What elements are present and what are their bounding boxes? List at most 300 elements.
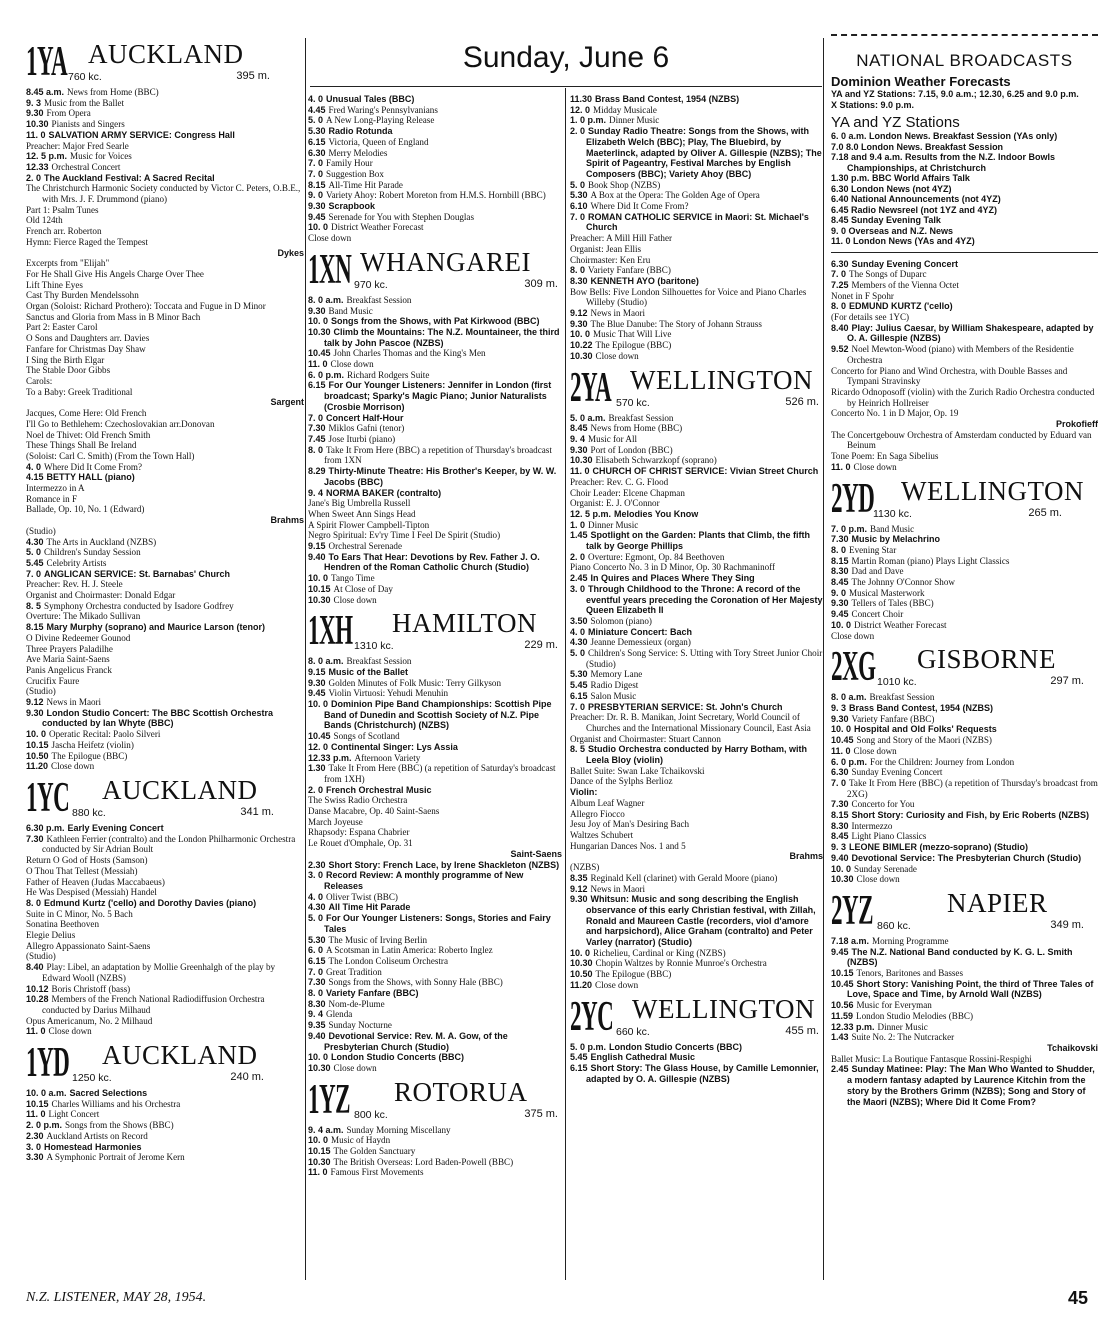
programme-title: Noel Mewton-Wood (piano) with Members of the Residentie Orchestra: [847, 344, 1074, 365]
programme-row: [26, 408, 304, 419]
programme-time: 10.15: [308, 583, 331, 594]
programme-title: When Sweet Ann Sings Head: [308, 508, 416, 519]
programme-list: [570, 94, 823, 362]
programme-row: [26, 569, 304, 580]
programme-row: [308, 584, 562, 595]
programme-title: Breakfast Session: [346, 294, 412, 305]
programme-time: 9.40: [308, 551, 326, 562]
programme-time: 10. 0: [570, 947, 591, 958]
programme-row: [26, 611, 304, 622]
programme-title: Merry Melodies: [328, 147, 388, 158]
programme-title: Salon Music: [590, 690, 637, 701]
programme-title: Dad and Dave: [851, 566, 904, 577]
station-frequency: 880 kc.: [72, 807, 106, 819]
programme-time: 9.40: [308, 1030, 326, 1041]
programme-title: Martin Roman (piano) Plays Light Classics: [851, 555, 1010, 566]
national-line: 7.18 and 9.4 a.m. Results from the N.Z. Indoor Bowls Championships, at Christchurch: [831, 152, 1056, 173]
station-frequency: 1010 kc.: [877, 676, 917, 689]
station-header: [308, 609, 562, 654]
programme-time: 5.45: [570, 1052, 588, 1063]
programme-title: Sonatina Beethoven: [26, 919, 99, 930]
programme-time: 10. 0: [308, 1135, 329, 1146]
programme-title: Ballet Music: La Boutique Fantasque Rossini-Respighi: [831, 1053, 1032, 1064]
programme-time: 8. 0: [831, 301, 847, 312]
programme-row: [26, 930, 304, 941]
programme-title: (Studio): [26, 686, 56, 697]
station-callsign: 1YC: [26, 775, 70, 821]
programme-row: [831, 874, 1098, 885]
programme-time: 12.33 p.m.: [308, 752, 352, 763]
programme-title: Concert Choir: [851, 609, 904, 620]
programme-row: [308, 488, 562, 499]
programme-row: [831, 577, 1098, 588]
programme-time: 6.15: [308, 955, 326, 966]
programme-title: Orchestral Serenade: [328, 541, 403, 552]
programme-row: [831, 1022, 1098, 1033]
programme-title: Music for All: [588, 433, 638, 444]
programme-title: Songs from the Shows, with Pat Kirkwood (BBC): [331, 316, 540, 327]
programme-time: 7. 0: [308, 412, 324, 423]
programme-row: [308, 541, 562, 552]
programme-title: Celebrity Artists: [46, 557, 107, 568]
programme-time: 10.30: [308, 594, 331, 605]
programme-title: Devotional Service: The Presbyterian Church (Studio): [851, 852, 1082, 863]
programme-list: [308, 656, 562, 1073]
programme-time: 9. 4: [308, 487, 324, 498]
programme-row: [570, 244, 823, 255]
programme-row: [26, 941, 304, 952]
programme-row: [308, 466, 562, 487]
programme-row: [308, 423, 562, 434]
programme-row: [26, 130, 304, 141]
programme-title: ANGLICAN SERVICE: St. Barnabas' Church: [44, 568, 231, 579]
programme-row: [831, 968, 1098, 979]
programme-row: [308, 359, 562, 370]
programme-title: Lift Thine Eyes: [26, 279, 83, 290]
programme-title: The Christchurch Harmonic Society conducted by Victor C. Peters, O.B.E., with Mrs. J. F. Drummond (piano): [26, 183, 301, 205]
programme-time: 5.30: [570, 190, 588, 201]
programme-time: 4. 0: [308, 94, 324, 104]
programme-title: Ballade, Op. 10, No. 1 (Edward): [26, 504, 145, 515]
programme-row: [26, 1026, 304, 1037]
programme-time: 3. 0: [308, 870, 324, 881]
programme-title: Overture: The Mikado Sullivan: [26, 611, 141, 622]
programme-row: [26, 248, 304, 259]
programme-list: [308, 295, 562, 605]
programme-title: The Auckland Festival: A Sacred Recital: [44, 172, 215, 183]
programme-title: Concerto No. 1 in D Major, Op. 19: [831, 408, 959, 419]
programme-time: 11.20: [26, 761, 49, 772]
programme-title: Variety Ahoy: Robert Moreton from H.M.S. Hornbill (BBC): [326, 190, 546, 201]
programme-time: 5. 0 a.m.: [570, 412, 606, 423]
programme-title: Organist and Choirmaster: Donald Edgar: [26, 590, 176, 601]
programme-time: 10. 0: [308, 573, 329, 584]
programme-row: [26, 376, 304, 387]
programme-row: [308, 445, 562, 466]
programme-title: Waltzes Schubert: [570, 830, 634, 840]
programme-time: 11. 0: [570, 466, 590, 477]
programme-row: [308, 158, 562, 169]
programme-time: 7. 0: [831, 777, 847, 788]
programme-row: [308, 699, 562, 731]
programme-title: Concert Half-Hour: [326, 412, 404, 423]
programme-title: Sanctus and Gloria from Mass in B Minor Bach: [26, 311, 201, 322]
programme-time: 11. 0: [831, 461, 851, 472]
programme-row: [831, 566, 1098, 577]
programme-title: Breakfast Session: [608, 412, 674, 423]
programme-time: 9.30: [308, 201, 326, 212]
programme-time: 2. 0: [570, 551, 586, 562]
programme-title: Dominion Pipe Band Championships: Scottish Pipe Band of Dunedin and Scottish Society of N.Z. Pipe Bands (Christchurch) (NZBS): [324, 699, 552, 731]
programme-title: The Stable Door Gibbs: [26, 365, 111, 376]
programme-title: Ricardo Odnoposoff (violin) with the Zurich Radio Orchestra conducted by Heinrich Hollreiser: [831, 386, 1095, 408]
station-header: [26, 776, 304, 821]
station-wavelength: 375 m.: [524, 1107, 558, 1120]
programme-title: Brass Band Contest, 1954 (NZBS): [595, 94, 740, 104]
ya-yz-heading: YA and YZ Stations: [831, 114, 960, 131]
programme-title: Radio Digest: [590, 680, 639, 691]
programme-row: [26, 333, 304, 344]
programme-time: 9.30: [308, 305, 326, 316]
station-header: [831, 645, 1098, 690]
programme-time: 9.30: [570, 444, 588, 455]
programme-row: [831, 767, 1098, 778]
station-city: AUCKLAND: [102, 1040, 258, 1071]
programme-row: [26, 355, 304, 366]
station-frequency: 760 kc.: [68, 71, 102, 83]
programme-row: [570, 265, 823, 276]
programme-time: 10.45: [308, 731, 331, 742]
programme-row: [26, 558, 304, 569]
programme-row: [831, 724, 1098, 735]
programme-row: [570, 115, 823, 126]
programme-title: ROMAN CATHOLIC SERVICE in Maori: St. Michael's Church: [586, 211, 809, 233]
programme-time: 8. 0: [570, 265, 586, 276]
programme-row: [570, 445, 823, 456]
programme-time: 9.45: [308, 688, 326, 699]
programme-time: 9. 3: [831, 703, 847, 713]
programme-row: [26, 601, 304, 612]
programme-title: London Studio Concert: The BBC Scottish Orchestra conducted by Ian Whyte (BBC): [42, 707, 274, 729]
programme-row: [26, 108, 304, 119]
programme-title: The Blue Danube: The Story of Johann Strauss: [590, 318, 762, 329]
programme-title: Concerto for You: [851, 799, 915, 810]
programme-title: Close down: [333, 1062, 377, 1073]
programme-row: [26, 622, 304, 633]
programme-title: The N.Z. National Band conducted by K. G. L. Smith (NZBS): [847, 946, 1073, 968]
programme-title: KENNETH AYO (baritone): [590, 275, 699, 286]
programme-title: All-Time Hit Parade: [328, 179, 403, 190]
programme-time: 4.15: [26, 472, 44, 483]
programme-time: 10. 0: [570, 329, 591, 340]
programme-title: Preacher: A Mill Hill Father: [570, 233, 673, 244]
programme-row: [308, 678, 562, 689]
programme-row: [308, 806, 562, 817]
programme-time: 10.30: [26, 119, 49, 130]
programme-time: 1.45: [570, 530, 588, 541]
programme-time: 3. 0: [26, 1141, 42, 1152]
programme-title: Breakfast Session: [869, 692, 935, 703]
programme-row: [570, 948, 823, 959]
programme-time: 10.12: [26, 983, 49, 994]
programme-row: [308, 115, 562, 126]
programme-row: [26, 1109, 304, 1120]
programme-title: Kathleen Ferrier (contralto) and the London Philharmonic Orchestra conducted by Sir Adrian Boult: [42, 833, 296, 855]
programme-title: Take It From Here (BBC) a repetition of Thursday's broadcast from 1XN: [324, 444, 552, 466]
programme-row: [570, 562, 823, 573]
programme-title: A Scotsman in Latin America: Roberto Inglez: [326, 945, 493, 956]
programme-row: [26, 547, 304, 558]
programme-list: [831, 936, 1098, 1107]
programme-row: [308, 795, 562, 806]
programme-title: Intermezzo in A: [26, 483, 85, 494]
programme-row: [831, 545, 1098, 556]
programme-row: [26, 183, 304, 204]
programme-title: Brahms: [270, 515, 304, 526]
programme-title: Three Prayers Paladilhe: [26, 643, 113, 654]
programme-time: 9.15: [308, 666, 326, 677]
programme-time: 5. 0: [308, 913, 324, 924]
programme-row: [831, 598, 1098, 609]
station-wavelength: 526 m.: [785, 395, 819, 408]
programme-row: [308, 988, 562, 999]
programme-time: 10.30: [308, 1156, 331, 1167]
programme-time: 8.15: [308, 179, 326, 190]
station-city: WHANGAREI: [360, 246, 531, 277]
programme-title: Children's Song Service: S. Utting with Tory Street Junior Choir (Studio): [586, 648, 823, 669]
station-callsign: 2XG: [831, 644, 876, 691]
programme-title: Children's Sunday Session: [44, 547, 141, 558]
programme-row: [831, 778, 1098, 799]
programme-title: Oliver Twist (BBC): [326, 891, 398, 902]
programme-title: Allegro Appassionato Saint-Saens: [26, 940, 151, 951]
programme-row: [26, 269, 304, 280]
programme-time: 5.45: [570, 680, 588, 691]
programme-row: [308, 148, 562, 159]
station-header: [570, 366, 823, 411]
programme-title: Choirmaster: Ken Eru: [570, 254, 651, 265]
programme-title: Overture: Egmont, Op. 84 Beethoven: [588, 551, 725, 562]
programme-time: 4.30: [570, 637, 588, 648]
weather-line: X Stations: 9.0 p.m.: [831, 99, 915, 110]
programme-time: 6.30: [308, 147, 326, 158]
station-callsign: 1XN: [308, 246, 352, 293]
programme-title: Jeanne Demessieux (organ): [590, 637, 691, 648]
programme-row: [570, 520, 823, 531]
programme-row: [308, 1167, 562, 1178]
programme-title: At Close of Day: [333, 583, 393, 594]
programme-time: 6.15: [308, 136, 326, 147]
programme-row: [308, 306, 562, 317]
programme-time: 8.30: [308, 998, 326, 1009]
programme-row: [831, 735, 1098, 746]
programme-title: The London Coliseum Orchestra: [328, 955, 448, 966]
programme-time: 2. 0 p.m.: [26, 1120, 63, 1131]
programme-title: Climb the Mountains: The N.Z. Mountaineer, the third talk by John Pascoe (NZBS): [324, 326, 560, 348]
programme-row: [26, 1131, 304, 1142]
programme-title: Members of the French National Radiodiffusion Orchestra conducted by Darius Milhaud: [42, 994, 265, 1015]
programme-title: Organist: E. J. O'Connor: [570, 498, 660, 509]
programme-time: 6. 0: [308, 945, 324, 956]
programme-title: March Joyeuse: [308, 816, 363, 827]
programme-time: 10. 0: [308, 699, 329, 710]
programme-time: 8. 0 a.m.: [308, 656, 344, 667]
programme-title: Breakfast Session: [346, 656, 412, 667]
programme-time: 8.30: [831, 566, 849, 577]
programme-title: Songs from the Shows (BBC): [65, 1120, 174, 1131]
programme-row: [570, 776, 823, 787]
programme-title: The Epilogue (BBC): [595, 340, 672, 351]
programme-time: 10.56: [831, 1000, 854, 1011]
programme-row: [570, 530, 823, 551]
programme-row: [308, 999, 562, 1010]
programme-title: Short Story: Curiosity and Fish, by Eric Roberts (NZBS): [851, 810, 1090, 821]
programme-row: [308, 295, 562, 306]
programme-title: Variety Fanfare (BBC): [851, 713, 935, 724]
programme-title: Close down: [853, 461, 897, 472]
station-header: [570, 995, 823, 1040]
programme-row: [26, 494, 304, 505]
programme-row: [26, 676, 304, 687]
programme-title: Play: Libel, an adaptation by Mollie Greenhalgh of the play by Edward Wooll (NZBS): [42, 962, 276, 983]
programme-time: 5.30: [308, 934, 326, 945]
programme-title: Music for Everyman: [856, 1000, 932, 1011]
column-4: [831, 40, 1098, 1107]
programme-time: 9.45: [831, 946, 849, 957]
programme-row: [831, 746, 1098, 757]
programme-title: Port of London (BBC): [590, 444, 673, 455]
programme-time: 8. 0: [308, 988, 324, 999]
programme-title: O Sons and Daughters arr. Davies: [26, 333, 150, 344]
programme-time: 11.20: [570, 979, 593, 990]
programme-time: 8. 5: [570, 744, 586, 755]
programme-title: Short Story: The Glass House, by Camille Lemonnier, adapted by O. A. Gillespie (NZBS): [586, 1062, 819, 1084]
programme-title: EDMUND KURTZ ('cello): [849, 301, 953, 312]
programme-row: [26, 1120, 304, 1131]
programme-title: Brahms: [789, 851, 823, 862]
national-line: 9. 0 Overseas and N.Z. News: [831, 225, 954, 236]
programme-row: [570, 423, 823, 434]
station-city: AUCKLAND: [88, 39, 244, 69]
programme-title: Famous First Movements: [330, 1167, 424, 1178]
national-line: 11. 0 London News (YAs and 4YZ): [831, 236, 975, 246]
programme-title: District Weather Forecast: [854, 619, 947, 630]
programme-row: [26, 1152, 304, 1163]
programme-row: [570, 830, 823, 841]
programme-time: 10.50: [26, 750, 49, 761]
programme-row: [26, 644, 304, 655]
programme-title: Le Rouet d'Omphale, Op. 31: [308, 838, 413, 849]
programme-row: [26, 365, 304, 376]
programme-time: 2.45: [831, 1064, 849, 1075]
programme-row: [570, 498, 823, 509]
programme-row: [831, 979, 1098, 1000]
programme-title: Close down: [853, 745, 897, 756]
page-number: 45: [1068, 1288, 1089, 1308]
programme-row: [831, 269, 1098, 280]
programme-title: Close down: [595, 350, 639, 361]
programme-title: Early Evening Concert: [67, 823, 164, 833]
programme-title: Sunday Radio Theatre: Songs from the Shows, with Elizabeth Welch (BBC); Play, The Bluebird, by Maeterlinck, adapted by Oliver A. Gillespie (NZBS); The Spirit of Pageantry, Festival Marches by English Composers (BBC); Variety Ahoy (BBC): [586, 126, 822, 179]
programme-time: 7. 0: [570, 701, 586, 712]
programme-title: Brass Band Contest, 1954 (NZBS): [849, 703, 994, 713]
programme-time: 11.30: [570, 94, 593, 104]
programme-row: [26, 665, 304, 676]
programme-row: [26, 1088, 304, 1099]
programme-time: 11. 0: [308, 359, 328, 370]
programme-row: [26, 419, 304, 430]
programme-time: 5. 0: [570, 648, 586, 659]
programme-row: [26, 994, 304, 1015]
programme-title: Boris Christoff (bass): [51, 983, 131, 994]
programme-title: London Studio Concerts (BBC): [331, 1052, 465, 1063]
programme-time: 8.40: [26, 962, 44, 973]
programme-row: [26, 472, 304, 483]
programme-title: Hungarian Dances Nos. 1 and 5: [570, 840, 686, 851]
programme-title: Hospital and Old Folks' Requests: [854, 724, 997, 735]
programme-row: [308, 1020, 562, 1031]
national-broadcasts-box: [831, 51, 1098, 253]
programme-list: [831, 692, 1098, 885]
programme-row: [831, 821, 1098, 832]
programme-row: [570, 276, 823, 287]
programme-title: Band Music: [328, 305, 373, 316]
programme-row: [26, 866, 304, 877]
programme-title: The Songs of Duparc: [849, 269, 927, 280]
programme-time: 10.15: [26, 1098, 49, 1109]
programme-row: [26, 579, 304, 590]
programme-time: 8.45 a.m.: [26, 87, 65, 97]
programme-list: [26, 823, 304, 1037]
programme-title: Cast Thy Burden Mendelssohn: [26, 290, 139, 301]
programme-row: [26, 633, 304, 644]
programme-title: Unusual Tales (BBC): [326, 94, 415, 104]
programme-title: Play: Julius Caesar, by William Shakespeare, adapted by O. A. Gillespie (NZBS): [847, 322, 1094, 344]
programme-row: [831, 323, 1098, 344]
programme-title: For He Shall Give His Angels Charge Over Thee: [26, 268, 204, 279]
programme-title: Suite in C Minor, No. 5 Bach: [26, 908, 133, 919]
programme-row: [26, 151, 304, 162]
programme-row: [308, 860, 562, 871]
programme-time: 10.50: [570, 969, 593, 980]
programme-row: [26, 344, 304, 355]
programme-row: [308, 753, 562, 764]
programme-title: Auckland Artists on Record: [46, 1130, 148, 1141]
programme-time: 11. 0: [308, 1167, 328, 1178]
programme-row: [308, 763, 562, 784]
programme-row: [308, 967, 562, 978]
programme-title: Crucifix Faure: [26, 675, 80, 686]
programme-time: 8.45: [831, 831, 849, 842]
programme-title: Melodies You Know: [614, 508, 699, 519]
programme-row: [570, 862, 823, 873]
programme-title: Tellers of Tales (BBC): [851, 598, 934, 609]
programme-row: [831, 451, 1098, 462]
programme-row: [570, 287, 823, 308]
programme-title: Close down: [308, 233, 352, 244]
programme-row: [570, 894, 823, 948]
programme-title: For Our Younger Listeners: Songs, Stories and Fairy Tales: [324, 913, 551, 934]
programme-row: [308, 509, 562, 520]
programme-title: (For details see 1YC): [831, 312, 910, 323]
programme-row: [570, 819, 823, 830]
programme-title: Tone Poem: En Saga Sibelius: [831, 451, 939, 462]
programme-title: Richelieu, Cardinal or King (NZBS): [593, 947, 726, 958]
programme-title: Dinner Music: [609, 115, 660, 126]
programme-time: 7. 0: [26, 568, 42, 579]
programme-row: [570, 958, 823, 969]
station-callsign: 1YZ: [308, 1076, 350, 1123]
